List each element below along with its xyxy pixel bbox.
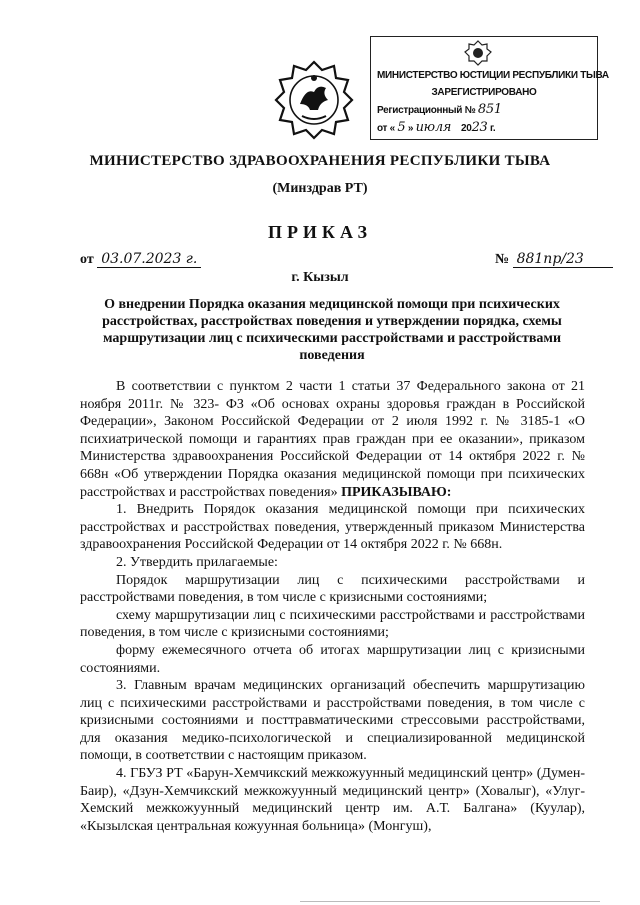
paragraph-2-item-2: схему маршрутизации лиц с психическими расстройствами и расстройствами поведения, в том числе с кризисными состояниями;: [80, 607, 585, 641]
stamp-reg-number: 851: [477, 102, 502, 117]
order-body: [80, 378, 585, 835]
stamp-year-suffix: 23: [471, 120, 488, 135]
ministry-title: МИНИСТЕРСТВО ЗДРАВООХРАНЕНИЯ РЕСПУБЛИКИ ТЫВА: [89, 153, 551, 169]
order-title: О внедрении Порядка оказания медицинской помощи при психических расстройствах, расстройствах поведения и утверждении порядка, схемы маршрутизации лиц с психическими расстройствами и расстройствами поведения: [102, 297, 562, 363]
order-date-label: от: [80, 252, 94, 267]
stamp-reg-label: Регистрационный №: [377, 105, 476, 116]
stamp-date-sep: »: [407, 123, 414, 134]
preamble-text: В соответствии с пунктом 2 части 1 статьи 37 Федерального закона от 21 ноября 2011г. № 323- ФЗ «Об основах охраны здоровья граждан в Российской Федерации», Законом Российской Федерации от 2 июля 1992 г. № 3185-1 «О психиатрической помощи и гарантиях прав граждан при ее оказании», приказом Министерства здравоохранения Российской Федерации от 14 октября 2022 г. № 668н «Об утверждении Порядка оказания медицинской помощи при психических расстройствах и расстройствах поведения»: [80, 379, 585, 500]
paragraph-preamble: [80, 378, 585, 501]
stamp-reg-row: [377, 101, 591, 119]
paragraph-2-item-1: Порядок маршрутизации лиц с психическими расстройствами и расстройствами поведения, в том числе с кризисными состояниями;: [80, 572, 585, 606]
stamp-year-prefix: 20: [461, 123, 472, 134]
order-date-value: 03.07.2023 г.: [97, 251, 201, 268]
registration-stamp: [370, 36, 609, 140]
city: г. Кызыл: [291, 270, 349, 285]
order-number-label: №: [495, 252, 510, 267]
paragraph-2-item-3: форму ежемесячного отчета об итогах маршрутизации лиц с кризисными состояниями.: [80, 642, 585, 676]
paragraph-4: 4. ГБУЗ РТ «Барун-Хемчикский межкожуунный медицинский центр» (Думен-Баир), «Дзун-Хемчикский межкожуунный медицинский центр» (Ховалыг), «Улуг-Хемский межкожуунный медицинский центр им. А.Т. Балгана» (Куулар), «Кызылская центральная кожуунная больница» (Монгуш),: [80, 766, 585, 834]
document-type: ПРИКАЗ: [267, 222, 373, 242]
order-number: [495, 251, 613, 268]
coat-of-arms-emblem: [272, 58, 356, 142]
paragraph-2: 2. Утвердить прилагаемые:: [116, 554, 278, 570]
ministry-short: (Минздрав РТ): [272, 181, 368, 196]
order-number-value: 881пр/23: [513, 251, 613, 268]
stamp-date-row: [377, 119, 591, 137]
order-keyword: ПРИКАЗЫВАЮ:: [341, 484, 452, 500]
stamp-year-end: г.: [490, 123, 496, 134]
stamp-date-prefix: от «: [377, 123, 395, 134]
stamp-ministry: МИНИСТЕРСТВО ЮСТИЦИИ РЕСПУБЛИКИ ТЫВА: [377, 70, 609, 81]
stamp-registered: ЗАРЕГИСТРИРОВАНО: [431, 87, 537, 98]
stamp-emblem-icon: [463, 39, 493, 67]
scan-edge-line: [300, 901, 600, 902]
paragraph-1: 1. Внедрить Порядок оказания медицинской помощи при психических расстройствах и расстройствах поведения, утвержденный приказом Министерства здравоохранения Российской Федерации от 14 октября 2022 г. № 668н.: [80, 502, 585, 553]
stamp-date-day: 5: [397, 120, 406, 135]
paragraph-3: 3. Главным врачам медицинских организаций обеспечить маршрутизацию лиц с психическими расстройствами и расстройствами поведения, в том числе с кризисными состояниями и посттравматическими стрессовыми расстройствами, для оказания медико-психологической и специализированной медицинской помощи, в соответствии с настоящим приказом.: [80, 678, 585, 764]
order-date: [80, 251, 201, 268]
stamp-date-month: июля: [415, 120, 452, 135]
